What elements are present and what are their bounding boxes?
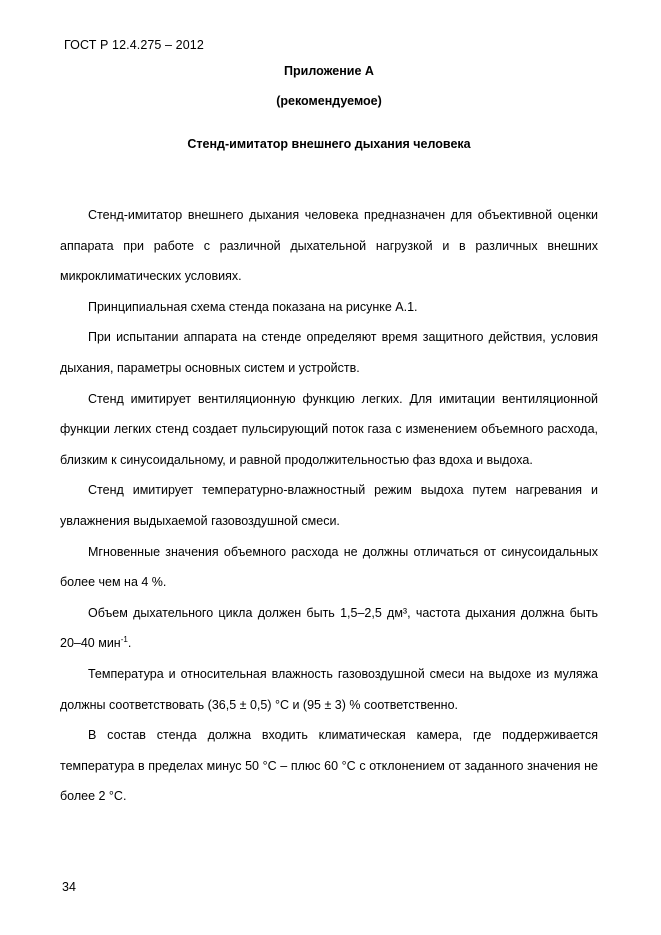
paragraph [60,598,598,659]
unit-exponent: -1 [120,635,128,645]
paragraph: Принципиальная схема стенда показана на рисунке А.1. [88,299,418,314]
paragraph: В состав стенда должна входить климатическая камера, где поддерживается температура в пределах минус 50 °С – плюс 60 °С с отклонением от заданного значения не более 2 °С. [60,728,598,804]
running-header: ГОСТ Р 12.4.275 – 2012 [64,38,204,52]
paragraph-text: Объем дыхательного цикла должен быть 1,5–2,5 дм³, частота дыхания должна быть 20–40 мин [60,605,598,651]
paragraph: Стенд имитирует вентиляционную функцию легких. Для имитации вентиляционной функции легких стенд создает пульсирующий поток газа с изменением объемного расхода, близким к синусоидальному, и равной продолжительностью фаз вдоха и выдоха. [60,391,598,467]
sentence-period: . [127,636,132,651]
paragraph: Стенд-имитатор внешнего дыхания человека предназначен для объективной оценки аппарата при работе с различной дыхательной нагрузкой и в различных внешних микроклиматических условиях. [60,208,598,284]
body-text [60,200,598,812]
appendix-status: (рекомендуемое) [276,94,382,108]
appendix-name: Стенд-имитатор внешнего дыхания человека [187,137,471,151]
paragraph: Температура и относительная влажность газовоздушной смеси на выдохе из муляжа должны соответствовать (36,5 ± 0,5) °С и (95 ± 3) % соответственно. [60,666,598,712]
paragraph: Мгновенные значения объемного расхода не должны отличаться от синусоидальных более чем на 4 %. [60,544,598,590]
paragraph: Стенд имитирует температурно-влажностный режим выдоха путем нагревания и увлажнения выдыхаемой газовоздушной смеси. [60,483,598,528]
paragraph: При испытании аппарата на стенде определяют время защитного действия, условия дыхания, параметры основных систем и устройств. [60,330,598,375]
page-number: 34 [62,880,76,894]
appendix-title: Приложение А [284,64,374,78]
